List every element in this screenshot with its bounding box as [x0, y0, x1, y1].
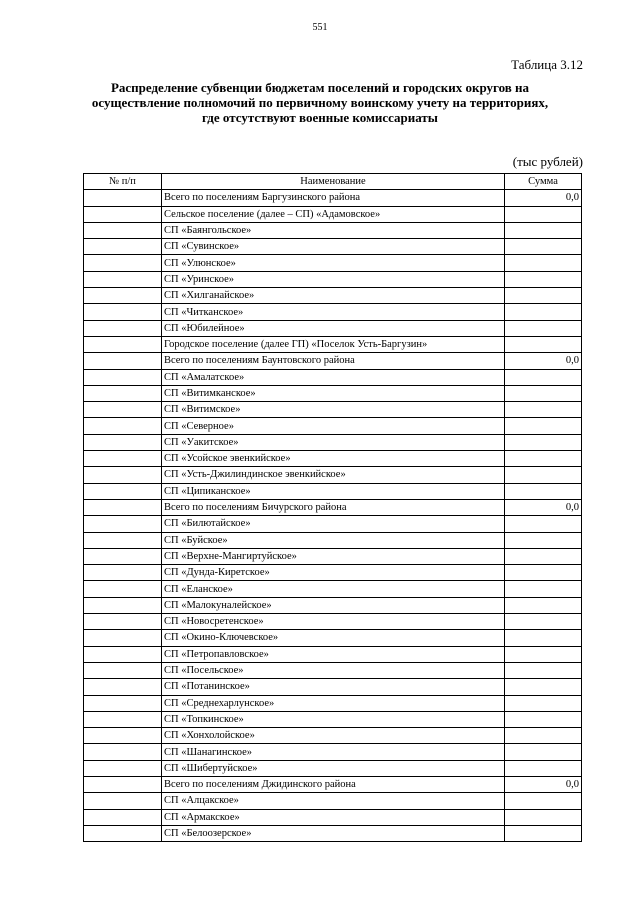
cell-name: СП «Армакское» — [162, 809, 505, 825]
cell-sum — [505, 516, 582, 532]
cell-name: СП «Верхне-Мангиртуйское» — [162, 548, 505, 564]
cell-num — [84, 190, 162, 206]
cell-name: СП «Усть-Джилиндинское эвенкийское» — [162, 467, 505, 483]
cell-sum — [505, 825, 582, 841]
cell-name: Всего по поселениям Баунтовского района — [162, 353, 505, 369]
cell-num — [84, 679, 162, 695]
cell-name: СП «Витимканское» — [162, 385, 505, 401]
header-num: № п/п — [84, 174, 162, 190]
cell-name: СП «Баянгольское» — [162, 222, 505, 238]
cell-name: СП «Юбилейное» — [162, 320, 505, 336]
cell-num — [84, 646, 162, 662]
cell-num — [84, 581, 162, 597]
cell-num — [84, 662, 162, 678]
cell-sum — [505, 711, 582, 727]
table-row — [84, 614, 582, 630]
table-row — [84, 760, 582, 776]
cell-num — [84, 369, 162, 385]
cell-sum — [505, 369, 582, 385]
table-row — [84, 825, 582, 841]
cell-name: СП «Новосретенское» — [162, 614, 505, 630]
table-label: Таблица 3.12 — [511, 57, 583, 72]
table-row — [84, 662, 582, 678]
cell-name: Городское поселение (далее ГП) «Поселок Усть-Баргузин» — [162, 336, 505, 352]
cell-name: СП «Алцакское» — [162, 793, 505, 809]
cell-name: СП «Среднехарлунское» — [162, 695, 505, 711]
table-row — [84, 385, 582, 401]
cell-sum — [505, 760, 582, 776]
cell-name: СП «Топкинское» — [162, 711, 505, 727]
cell-name: СП «Малокуналейское» — [162, 597, 505, 613]
cell-name: СП «Белоозерское» — [162, 825, 505, 841]
cell-num — [84, 271, 162, 287]
table-row — [84, 776, 582, 792]
table-row — [84, 630, 582, 646]
cell-num — [84, 385, 162, 401]
cell-num — [84, 597, 162, 613]
table-row — [84, 711, 582, 727]
cell-num — [84, 516, 162, 532]
cell-num — [84, 711, 162, 727]
cell-num — [84, 483, 162, 499]
table-row — [84, 483, 582, 499]
table-row — [84, 744, 582, 760]
table-row — [84, 451, 582, 467]
cell-sum — [505, 646, 582, 662]
cell-sum — [505, 793, 582, 809]
cell-sum — [505, 402, 582, 418]
cell-sum — [505, 385, 582, 401]
table-row — [84, 190, 582, 206]
cell-name: СП «Буйское» — [162, 532, 505, 548]
cell-sum — [505, 662, 582, 678]
table-row — [84, 369, 582, 385]
cell-name: СП «Шибертуйское» — [162, 760, 505, 776]
table-row — [84, 402, 582, 418]
cell-num — [84, 206, 162, 222]
cell-name: СП «Билютайское» — [162, 516, 505, 532]
cell-num — [84, 451, 162, 467]
cell-num — [84, 565, 162, 581]
cell-sum — [505, 320, 582, 336]
cell-num — [84, 825, 162, 841]
cell-num — [84, 809, 162, 825]
table-row — [84, 532, 582, 548]
cell-num — [84, 336, 162, 352]
table-row — [84, 206, 582, 222]
header-name: Наименование — [162, 174, 505, 190]
cell-num — [84, 222, 162, 238]
table-row — [84, 353, 582, 369]
cell-num — [84, 434, 162, 450]
cell-name: СП «Потанинское» — [162, 679, 505, 695]
cell-sum — [505, 222, 582, 238]
cell-sum — [505, 548, 582, 564]
title-line: осуществление полномочий по первичному воинскому учету на территориях, — [91, 95, 549, 110]
table-row — [84, 516, 582, 532]
cell-sum — [505, 630, 582, 646]
cell-num — [84, 255, 162, 271]
cell-sum — [505, 597, 582, 613]
cell-sum — [505, 581, 582, 597]
subvention-table — [83, 173, 582, 842]
table-row — [84, 418, 582, 434]
cell-sum — [505, 679, 582, 695]
table-row — [84, 565, 582, 581]
table-body — [84, 190, 582, 842]
table-row — [84, 695, 582, 711]
cell-sum — [505, 483, 582, 499]
cell-num — [84, 288, 162, 304]
cell-num — [84, 614, 162, 630]
cell-sum — [505, 467, 582, 483]
cell-sum — [505, 255, 582, 271]
cell-name: Сельское поселение (далее – СП) «Адамовское» — [162, 206, 505, 222]
cell-name: СП «Ципиканское» — [162, 483, 505, 499]
table-row — [84, 581, 582, 597]
cell-num — [84, 548, 162, 564]
cell-name: СП «Петропавловское» — [162, 646, 505, 662]
table-row — [84, 288, 582, 304]
table-row — [84, 809, 582, 825]
cell-num — [84, 630, 162, 646]
cell-name: СП «Еланское» — [162, 581, 505, 597]
table-row — [84, 728, 582, 744]
cell-num — [84, 402, 162, 418]
cell-name: Всего по поселениям Бичурского района — [162, 499, 505, 515]
table-row — [84, 304, 582, 320]
cell-name: СП «Уринское» — [162, 271, 505, 287]
table-header-row — [84, 174, 582, 190]
cell-num — [84, 499, 162, 515]
title-line: где отсутствуют военные комиссариаты — [202, 110, 438, 125]
table-row — [84, 336, 582, 352]
cell-num — [84, 695, 162, 711]
table-row — [84, 434, 582, 450]
cell-name: СП «Окино-Ключевское» — [162, 630, 505, 646]
cell-num — [84, 304, 162, 320]
cell-name: СП «Сувинское» — [162, 239, 505, 255]
cell-name: СП «Посельское» — [162, 662, 505, 678]
cell-sum — [505, 288, 582, 304]
cell-name: СП «Читканское» — [162, 304, 505, 320]
title-line: Распределение субвенции бюджетам поселений и городских округов на — [110, 80, 530, 95]
cell-name: Всего по поселениям Баргузинского района — [162, 190, 505, 206]
cell-sum — [505, 451, 582, 467]
cell-sum — [505, 614, 582, 630]
cell-name: СП «Амалатское» — [162, 369, 505, 385]
cell-num — [84, 418, 162, 434]
cell-num — [84, 744, 162, 760]
cell-num — [84, 239, 162, 255]
table-row — [84, 793, 582, 809]
table-row — [84, 239, 582, 255]
cell-sum — [505, 744, 582, 760]
cell-num — [84, 728, 162, 744]
cell-num — [84, 793, 162, 809]
cell-sum — [505, 336, 582, 352]
cell-name: Всего по поселениям Джидинского района — [162, 776, 505, 792]
cell-name: СП «Улюнское» — [162, 255, 505, 271]
cell-sum — [505, 728, 582, 744]
cell-name: СП «Усойское эвенкийское» — [162, 451, 505, 467]
cell-name: СП «Хонхолойское» — [162, 728, 505, 744]
cell-sum — [505, 565, 582, 581]
cell-num — [84, 760, 162, 776]
cell-num — [84, 320, 162, 336]
table-row — [84, 499, 582, 515]
cell-sum: 0,0 — [505, 776, 582, 792]
cell-sum — [505, 418, 582, 434]
cell-sum — [505, 695, 582, 711]
cell-sum — [505, 809, 582, 825]
table-row — [84, 597, 582, 613]
cell-sum — [505, 271, 582, 287]
cell-sum — [505, 434, 582, 450]
cell-name: СП «Шанагинское» — [162, 744, 505, 760]
table-row — [84, 679, 582, 695]
cell-num — [84, 467, 162, 483]
cell-num — [84, 353, 162, 369]
cell-num — [84, 776, 162, 792]
cell-name: СП «Витимское» — [162, 402, 505, 418]
cell-sum: 0,0 — [505, 499, 582, 515]
cell-name: СП «Хилганайское» — [162, 288, 505, 304]
cell-name: СП «Уакитское» — [162, 434, 505, 450]
page-number: 551 — [312, 22, 328, 33]
cell-num — [84, 532, 162, 548]
units-label: (тыс рублей) — [512, 154, 583, 169]
cell-name: СП «Дунда-Киретское» — [162, 565, 505, 581]
cell-sum: 0,0 — [505, 190, 582, 206]
cell-sum: 0,0 — [505, 353, 582, 369]
table-row — [84, 320, 582, 336]
cell-sum — [505, 532, 582, 548]
cell-sum — [505, 304, 582, 320]
header-sum: Сумма — [505, 174, 582, 190]
table-row — [84, 222, 582, 238]
table-row — [84, 646, 582, 662]
cell-sum — [505, 206, 582, 222]
table-row — [84, 255, 582, 271]
cell-name: СП «Северное» — [162, 418, 505, 434]
document-title — [70, 80, 570, 125]
cell-sum — [505, 239, 582, 255]
table-row — [84, 467, 582, 483]
table-row — [84, 548, 582, 564]
table-row — [84, 271, 582, 287]
